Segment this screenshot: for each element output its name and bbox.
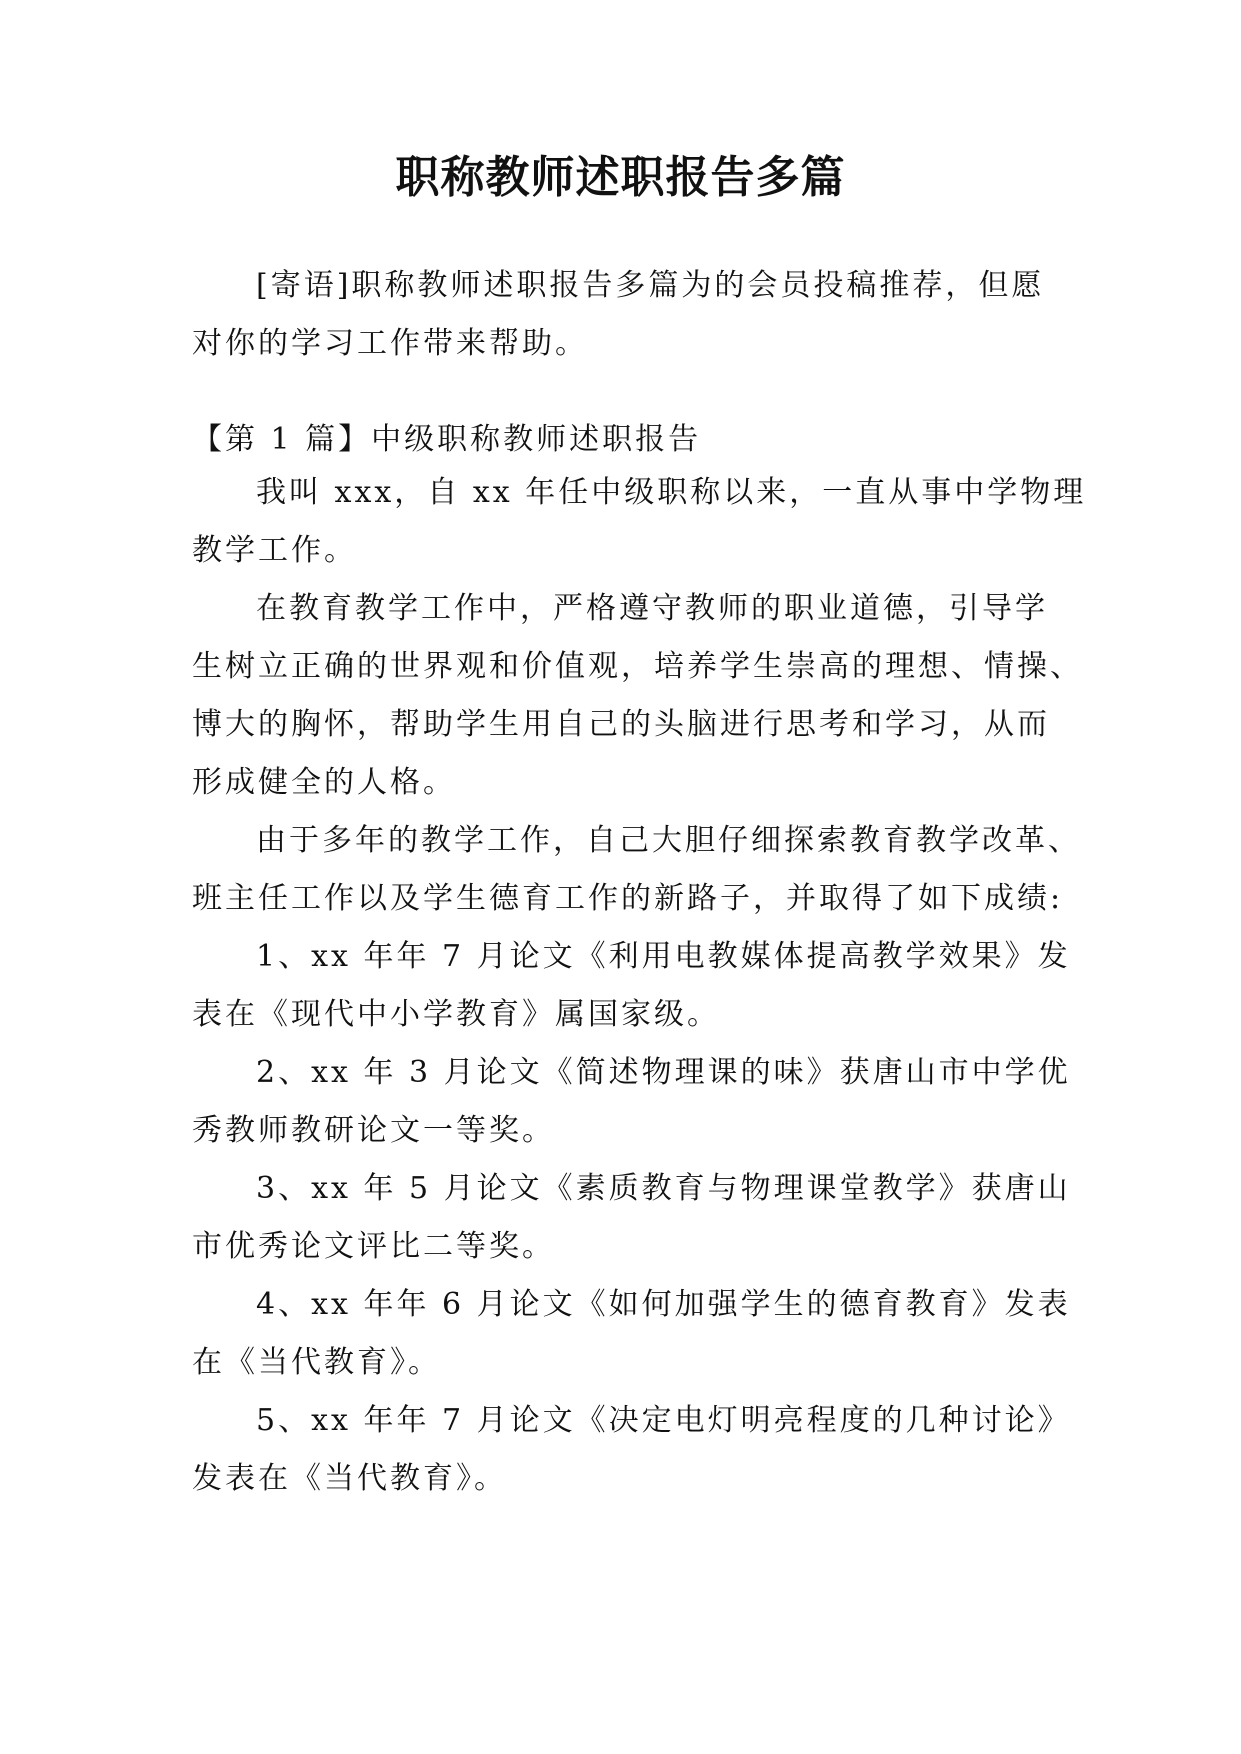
- paragraph: [192, 1276, 1071, 1392]
- paragraph-line: 市优秀论文评比二等奖。: [192, 1229, 555, 1264]
- paragraph: [192, 928, 1071, 1044]
- paragraph: [192, 1160, 1071, 1276]
- paragraph-line: 2、xx 年 3 月论文《简述物理课的味》获唐山市中学优: [256, 1055, 1071, 1090]
- intro-paragraph: [192, 257, 1052, 373]
- paragraph-line: 4、xx 年年 6 月论文《如何加强学生的德育教育》发表: [256, 1287, 1071, 1322]
- paragraph: [192, 1044, 1071, 1160]
- paragraph: [192, 580, 1083, 812]
- body-content: [192, 464, 1087, 1508]
- paragraph-line: 在教育教学工作中，严格遵守教师的职业道德，引导学: [256, 591, 1048, 626]
- paragraph-line: 由于多年的教学工作，自己大胆仔细探索教育教学改革、: [256, 823, 1081, 858]
- paragraph-line: 表在《现代中小学教育》属国家级。: [192, 997, 720, 1032]
- paragraph-line: 形成健全的人格。: [192, 765, 456, 800]
- intro-line: 对你的学习工作带来帮助。: [192, 326, 588, 361]
- paragraph: [192, 812, 1081, 928]
- paragraph-line: 秀教师教研论文一等奖。: [192, 1113, 555, 1148]
- paragraph-line: 我叫 xxx，自 xx 年任中级职称以来，一直从事中学物理: [256, 475, 1087, 510]
- section-heading: [192, 411, 1052, 469]
- page-title: 职称教师述职报告多篇: [395, 152, 846, 203]
- section-heading-text: 【第 1 篇】中级职称教师述职报告: [192, 422, 702, 457]
- paragraph: [192, 1392, 1071, 1508]
- paragraph: [192, 464, 1087, 580]
- paragraph-line: 3、xx 年 5 月论文《素质教育与物理课堂教学》获唐山: [256, 1171, 1071, 1206]
- paragraph-line: 博大的胸怀，帮助学生用自己的头脑进行思考和学习，从而: [192, 707, 1050, 742]
- paragraph-line: 教学工作。: [192, 533, 357, 568]
- paragraph-line: 发表在《当代教育》。: [192, 1461, 507, 1496]
- paragraph-line: 班主任工作以及学生德育工作的新路子，并取得了如下成绩:: [192, 881, 1064, 916]
- paragraph-line: 生树立正确的世界观和价值观，培养学生崇高的理想、情操、: [192, 649, 1083, 684]
- paragraph-line: 在《当代教育》。: [192, 1345, 441, 1380]
- paragraph-line: 1、xx 年年 7 月论文《利用电教媒体提高教学效果》发: [256, 939, 1071, 974]
- paragraph-line: 5、xx 年年 7 月论文《决定电灯明亮程度的几种讨论》: [256, 1403, 1071, 1438]
- intro-line: [寄语]职称教师述职报告多篇为的会员投稿推荐，但愿: [256, 268, 1045, 303]
